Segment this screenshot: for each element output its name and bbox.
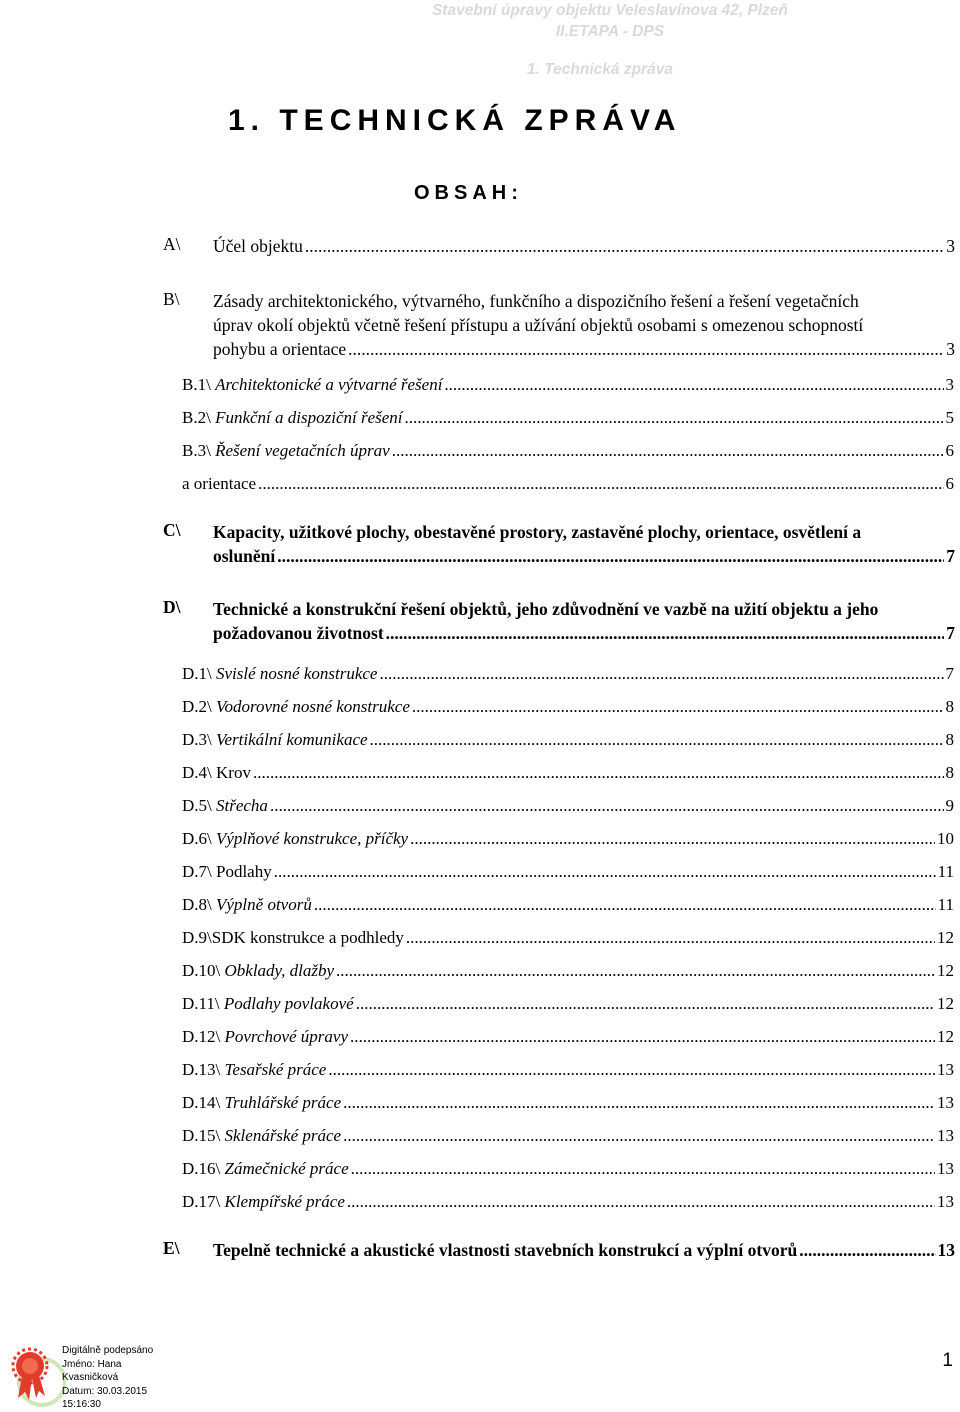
toc-subentry-b2[interactable] bbox=[182, 408, 954, 428]
subentry-page: 7 bbox=[945, 664, 954, 683]
toc-entry-e[interactable] bbox=[213, 1238, 955, 1262]
section-a-letter: A\ bbox=[163, 234, 181, 254]
leader-dots bbox=[343, 1126, 935, 1146]
subentry-page: 13 bbox=[937, 1192, 954, 1211]
subentry-number: D.10\ bbox=[182, 961, 221, 980]
header-document: 1. Technická zpráva bbox=[527, 61, 673, 78]
subentry-title: Střecha bbox=[216, 796, 268, 815]
signature-line: Digitálně podepsáno bbox=[62, 1345, 154, 1356]
subentry-title: Sklenářské práce bbox=[224, 1126, 342, 1145]
subentry-number: D.4\ bbox=[182, 763, 212, 782]
toc-entry-text: Účel objektu bbox=[213, 236, 303, 256]
leader-dots bbox=[274, 862, 936, 882]
leader-dots bbox=[379, 664, 943, 684]
leader-dots bbox=[253, 763, 944, 783]
subentry-number: D.8\ bbox=[182, 895, 212, 914]
subentry-title: Architektonické a výtvarné řešení bbox=[215, 375, 443, 394]
leader-dots bbox=[386, 621, 945, 645]
leader-dots bbox=[351, 1159, 935, 1179]
subentry-page: 6 bbox=[945, 441, 954, 460]
subentry-title: Tesařské práce bbox=[224, 1060, 327, 1079]
subentry-title: SDK konstrukce a podhledy bbox=[211, 928, 404, 947]
subentry-title: Podlahy bbox=[216, 862, 272, 881]
toc-subentry-d9[interactable] bbox=[182, 928, 954, 948]
subentry-number: B.2\ bbox=[182, 408, 211, 427]
toc-entry-c[interactable] bbox=[213, 520, 955, 568]
subentry-number: D.15\ bbox=[182, 1126, 221, 1145]
subentry-page: 8 bbox=[945, 730, 954, 749]
digital-signature bbox=[62, 1344, 153, 1412]
subentry-number: D.12\ bbox=[182, 1027, 221, 1046]
section-b-letter: B\ bbox=[163, 289, 180, 309]
page-number: 1 bbox=[942, 1350, 953, 1371]
leader-dots bbox=[410, 829, 935, 849]
subentry-title: a orientace bbox=[182, 474, 257, 493]
subentry-number: B.3\ bbox=[182, 441, 211, 460]
leader-dots bbox=[336, 961, 935, 981]
toc-entry-text: Technické a konstrukční řešení objektů, jeho zdůvodnění ve vazbě na užití objektu a jeho bbox=[213, 599, 879, 619]
toc-heading: OBSAH: bbox=[414, 182, 523, 204]
toc-entry-page: 3 bbox=[946, 339, 955, 359]
seal-icon bbox=[8, 1340, 66, 1408]
section-d-letter: D\ bbox=[163, 597, 181, 617]
section-e-letter: E\ bbox=[163, 1238, 180, 1258]
page-title: 1. TECHNICKÁ ZPRÁVA bbox=[228, 104, 682, 137]
leader-dots bbox=[348, 337, 944, 361]
subentry-title: Vertikální komunikace bbox=[216, 730, 368, 749]
subentry-page: 12 bbox=[937, 1027, 954, 1046]
subentry-title: Povrchové úpravy bbox=[224, 1027, 349, 1046]
toc-entry-page: 3 bbox=[946, 236, 955, 256]
header-project bbox=[300, 2, 920, 41]
leader-dots bbox=[405, 408, 944, 428]
toc-entry-text: Tepelně technické a akustické vlastnosti stavebních konstrukcí a výplní otvorů bbox=[213, 1240, 798, 1260]
leader-dots bbox=[258, 474, 943, 494]
leader-dots bbox=[314, 895, 936, 915]
subentry-number: D.7\ bbox=[182, 862, 212, 881]
subentry-title: Obklady, dlažby bbox=[224, 961, 335, 980]
leader-dots bbox=[270, 796, 944, 816]
toc-subentry-d7[interactable] bbox=[182, 862, 954, 882]
subentry-page: 8 bbox=[945, 697, 954, 716]
leader-dots bbox=[305, 234, 944, 258]
subentry-page: 5 bbox=[945, 408, 954, 427]
subentry-number: B.1\ bbox=[182, 375, 211, 394]
toc-subentry-d12[interactable] bbox=[182, 1027, 954, 1047]
leader-dots bbox=[277, 544, 944, 568]
subentry-page: 13 bbox=[937, 1126, 954, 1145]
subentry-title: Truhlářské práce bbox=[224, 1093, 342, 1112]
header-line-2: II.ETAPA - DPS bbox=[555, 23, 665, 40]
toc-subentry-d17[interactable] bbox=[182, 1192, 954, 1212]
toc-entry-text: úprav okolí objektů včetně řešení přístupu a užívání objektů osobami s omezenou schopností bbox=[213, 315, 864, 335]
toc-entry-d[interactable] bbox=[213, 597, 955, 645]
signature-line: Jméno: Hana bbox=[62, 1358, 122, 1370]
subentry-page: 12 bbox=[937, 961, 954, 980]
toc-subentry-d2[interactable] bbox=[182, 697, 954, 717]
leader-dots bbox=[343, 1093, 935, 1113]
subentry-page: 13 bbox=[937, 1060, 954, 1079]
subentry-title: Výplňové konstrukce, příčky bbox=[216, 829, 409, 848]
subentry-number: D.9\ bbox=[182, 928, 212, 947]
toc-entry-text: Zásady architektonického, výtvarného, funkčního a dispozičního řešení a řešení vegetačních bbox=[213, 291, 859, 311]
subentry-number: D.11\ bbox=[182, 994, 220, 1013]
subentry-number: D.13\ bbox=[182, 1060, 221, 1079]
toc-subentry-d10[interactable] bbox=[182, 961, 954, 981]
subentry-page: 10 bbox=[937, 829, 954, 848]
subentry-page: 13 bbox=[937, 1093, 954, 1112]
toc-entry-text: požadovanou životnost bbox=[213, 623, 384, 643]
toc-subentry-d5[interactable] bbox=[182, 796, 954, 816]
subentry-title: Výplně otvorů bbox=[216, 895, 312, 914]
signature-line: Kvasničková bbox=[62, 1372, 119, 1383]
leader-dots bbox=[328, 1060, 935, 1080]
subentry-number: D.3\ bbox=[182, 730, 212, 749]
subentry-number: D.16\ bbox=[182, 1159, 221, 1178]
signature-line: Datum: 30.03.2015 bbox=[62, 1385, 148, 1397]
toc-subentry-d16[interactable] bbox=[182, 1159, 954, 1179]
subentry-page: 3 bbox=[945, 375, 954, 394]
toc-subentry-d11[interactable] bbox=[182, 994, 954, 1014]
toc-entry-text: Kapacity, užitkové plochy, obestavěné prostory, zastavěné plochy, orientace, osvětlení a bbox=[213, 522, 862, 542]
subentry-title: Řešení vegetačních úprav bbox=[215, 441, 390, 460]
subentry-title: Zámečnické práce bbox=[224, 1159, 349, 1178]
subentry-page: 9 bbox=[945, 796, 954, 815]
leader-dots bbox=[412, 697, 944, 717]
leader-dots bbox=[347, 1192, 935, 1212]
toc-subentry-d3[interactable] bbox=[182, 730, 954, 750]
leader-dots bbox=[392, 441, 944, 461]
subentry-number: D.6\ bbox=[182, 829, 212, 848]
toc-subentry-d14[interactable] bbox=[182, 1093, 954, 1113]
toc-entry-page: 13 bbox=[937, 1240, 955, 1260]
subentry-title: Vodorovné nosné konstrukce bbox=[216, 697, 410, 716]
toc-entry-a[interactable] bbox=[213, 234, 955, 258]
subentry-number: D.1\ bbox=[182, 664, 212, 683]
toc-subentry-d15[interactable] bbox=[182, 1126, 954, 1146]
subentry-title: Funkční a dispoziční řešení bbox=[215, 408, 403, 427]
subentry-page: 11 bbox=[937, 895, 954, 914]
subentry-page: 12 bbox=[937, 994, 954, 1013]
subentry-page: 13 bbox=[937, 1159, 954, 1178]
subentry-page: 12 bbox=[937, 928, 954, 947]
toc-subentry-d6[interactable] bbox=[182, 829, 954, 849]
toc-entry-b[interactable] bbox=[213, 289, 955, 361]
leader-dots bbox=[350, 1027, 935, 1047]
subentry-title: Krov bbox=[216, 763, 251, 782]
subentry-number: D.2\ bbox=[182, 697, 212, 716]
subentry-title: Klempířské práce bbox=[224, 1192, 345, 1211]
subentry-number: D.14\ bbox=[182, 1093, 221, 1112]
toc-entry-text: oslunění bbox=[213, 546, 276, 566]
leader-dots bbox=[406, 928, 935, 948]
subentry-page: 11 bbox=[937, 862, 954, 881]
leader-dots bbox=[799, 1238, 935, 1262]
toc-entry-page: 7 bbox=[946, 546, 955, 566]
subentry-title: Podlahy povlakové bbox=[223, 994, 354, 1013]
toc-subentry-b4[interactable] bbox=[182, 474, 954, 494]
subentry-page: 6 bbox=[945, 474, 954, 493]
toc-subentry-d13[interactable] bbox=[182, 1060, 954, 1080]
subentry-title: Svislé nosné konstrukce bbox=[216, 664, 378, 683]
header-line-1: Stavební úpravy objektu Veleslavínova 42, Plzeň bbox=[431, 2, 789, 19]
toc-entry-text: pohybu a orientace bbox=[213, 339, 347, 359]
toc-subentry-b3[interactable] bbox=[182, 441, 954, 461]
leader-dots bbox=[356, 994, 935, 1014]
toc-subentry-d1[interactable] bbox=[182, 664, 954, 684]
subentry-number: D.5\ bbox=[182, 796, 212, 815]
subentry-page: 8 bbox=[945, 763, 954, 782]
toc-subentry-d4[interactable] bbox=[182, 763, 954, 783]
toc-subentry-b1[interactable] bbox=[182, 375, 954, 395]
toc-entry-page: 7 bbox=[946, 623, 955, 643]
leader-dots bbox=[370, 730, 944, 750]
section-c-letter: C\ bbox=[163, 520, 181, 540]
toc-subentry-d8[interactable] bbox=[182, 895, 954, 915]
subentry-number: D.17\ bbox=[182, 1192, 221, 1211]
leader-dots bbox=[444, 375, 943, 395]
signature-line: 15:16:30 bbox=[62, 1399, 101, 1410]
